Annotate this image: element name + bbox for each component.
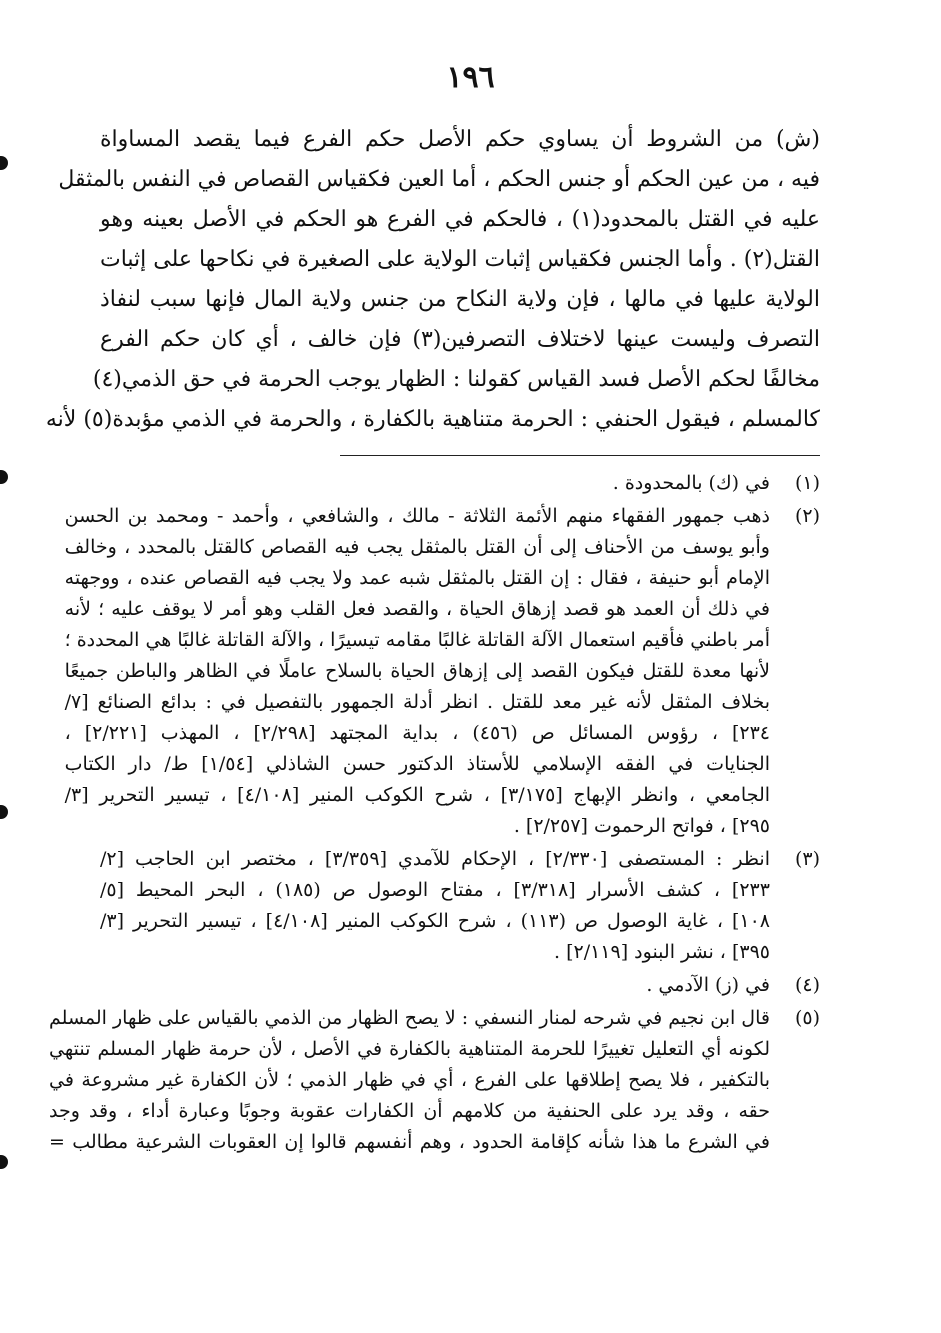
footnote-number: (٢): [794, 505, 820, 527]
footnote-line: ٣٩٥] ، نشر البنود [٢/١١٩] .: [553, 941, 770, 963]
footnote-line: ذهب جمهور الفقهاء منهم الأئمة الثلاثة - مالك ، والشافعي ، وأحمد - ومحمد بن الحسن: [64, 505, 770, 527]
footnote-line: ٢٣٤] ، رؤوس المسائل ص (٤٥٦) ، بداية المجتهد [٢/٢٩٨] ، المهذب [٢/٢٢١] ،: [64, 722, 770, 744]
footnote-line: الجامعي ، وانظر الإبهاج [٣/١٧٥] ، شرح الكوكب المنير [٤/١٠٨] ، تيسير التحرير [٣/: [64, 784, 771, 806]
footnote-number: (٣): [794, 848, 820, 870]
footnote-line: ١٠٨] ، غاية الوصول ص (١١٣) ، شرح الكوكب المنير [٤/١٠٨] ، تيسير التحرير [٣/: [100, 910, 770, 932]
main-text-line: مخالفًا لحكم الأصل فسد القياس كقولنا : الظهار يوجب الحرمة في حق الذمي(٤): [92, 367, 820, 392]
main-text: [45, 120, 821, 440]
main-text-line: (ش) من الشروط أن يساوي حكم الأصل حكم الفرع فيما يقصد المساواة: [100, 127, 820, 152]
footnote-line: الجنايات في الفقه الإسلامي للأستاذ الدكتور حسن الشاذلي [١/٥٤] ط/ دار الكتاب: [64, 753, 770, 775]
footnote-line: وأبو يوسف من الأحناف إلى أن القتل بالمثقل يجب فيه القصاص كالقتل بالمحدد ، وخالف: [64, 536, 770, 558]
footnote-line: ٢٣٣] ، كشف الأسرار [٣/٣١٨] ، مفتاح الوصول ص (١٨٥) ، البحر المحيط [٥/: [100, 879, 770, 901]
footnote-line: بالتكفير ، فلا يصح إطلاقها على الفرع ، أي في ظهار الذمي ؛ لأن الكفارة غير مشروعة في: [49, 1069, 770, 1091]
footnote-line: انظر : المستصفى [٢/٣٣٠] ، الإحكام للآمدي [٣/٣٥٩] ، مختصر ابن الحاجب [٢/: [100, 848, 770, 870]
footnote-line: في (ك) بالمحدودة .: [612, 472, 770, 494]
footnote-line: في الشرع ما هذا شأنه كإقامة الحدود ، وهم أنفسهم قالوا إن العقوبات الشرعية مطالب =: [49, 1131, 770, 1153]
main-text-line: فيه ، من عين الحكم أو جنس الحكم ، أما العين فكقياس القصاص في النفس بالمثقل: [58, 167, 820, 192]
footnote-line: ٢٩٥] ، فواتح الرحموت [٢/٢٥٧] .: [513, 815, 770, 837]
footnote-5: [49, 1003, 820, 1158]
footnote-line: في ذلك أن العمد هو قصد إزهاق الحياة ، والقصد فعل القلب وهو أمر لا يوقف عليه ؛ لأنه: [64, 598, 770, 620]
footnote-line: قال ابن نجيم في شرحه لمنار النسفي : لا يصح الظهار من الذمي بالقياس على ظهار المسلم: [49, 1007, 770, 1029]
footnote-2: [64, 501, 820, 842]
main-text-line: التصرف وليست عينها لاختلاف التصرفين(٣) فإن خالف ، أي كان حكم الفرع: [100, 327, 821, 352]
footnote-line: حقه ، وقد يرد على الحنفية من كلامهم أن الكفارات عقوبة وجوبًا وعبارة أداء ، وقد وجد: [49, 1100, 770, 1122]
binding-hole-mark: [0, 805, 8, 819]
footnote-line: أمر باطني فأقيم استعمال الآلة القاتلة غالبًا مقامه تيسيرًا ، والآلة القاتلة غالبًا هي المحددة ؛: [64, 629, 770, 651]
main-text-line: القتل(٢) . وأما الجنس فكقياس إثبات الولاية على الصغيرة في نكاحها على إثبات: [100, 247, 820, 272]
page-number: ١٩٦: [446, 60, 495, 95]
footnote-line: لأنها معدة للقتل فيكون القصد إلى إزهاق الحياة بالسلاح عاملًا في الظاهر والباطن جميعًا: [64, 660, 770, 682]
footnote-number: (١): [794, 472, 820, 494]
footnote-1: [100, 468, 820, 499]
footnote-line: بخلاف المثقل لأنه غير معد للقتل . انظر أدلة الجمهور بالتفصيل في : بدائع الصنائع [٧/: [64, 691, 770, 713]
binding-hole-mark: [0, 156, 8, 170]
footnote-4: [100, 970, 820, 1001]
binding-hole-mark: [0, 470, 8, 484]
footnote-line: لكونه أي التعليل تغييرًا للحرمة المتناهية بالكفارة في الأصل ، لأن حرمة ظهار المسلم تنتهي: [49, 1038, 770, 1060]
footnote-separator: [340, 455, 820, 456]
footnote-number: (٤): [794, 974, 820, 996]
footnote-line: في (ز) الآدمي .: [646, 974, 770, 996]
main-text-line: عليه في القتل بالمحدود(١) ، فالحكم في الفرع هو الحكم في الأصل بعينه وهو: [100, 207, 821, 232]
main-text-line: كالمسلم ، فيقول الحنفي : الحرمة متناهية بالكفارة ، والحرمة في الذمي مؤبدة(٥) لأنه: [45, 407, 820, 432]
footnote-3: [100, 844, 820, 968]
footnote-line: الإمام أبو حنيفة ، فقال : إن القتل بالمثقل شبه عمد ولا يجب فيه القصاص عنده ، ووجهته: [64, 567, 770, 589]
footnotes: [49, 468, 820, 1160]
binding-hole-mark: [0, 1155, 8, 1169]
footnote-number: (٥): [794, 1007, 820, 1029]
main-text-line: الولاية عليها في مالها ، فإن ولاية النكاح من جنس ولاية المال فإنها سبب لنفاذ: [100, 287, 820, 312]
